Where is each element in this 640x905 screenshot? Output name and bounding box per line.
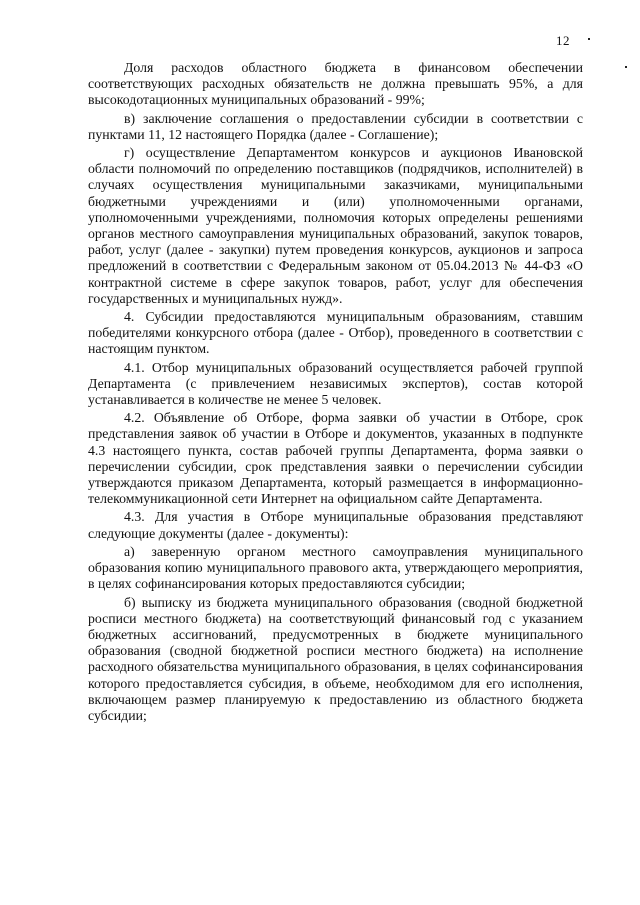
page-number: 12 [556,33,570,48]
paragraph: Доля расходов областного бюджета в финансовом обеспечении соответствующих расходных обязательств не должна превышать 95%, а для высокодотационных муниципальных образований - 99%; [88,60,583,108]
paragraph: 4.3. Для участия в Отборе муниципальные образования представляют следующие документы (далее - документы): [88,509,583,541]
paragraph: в) заключение соглашения о предоставлении субсидии в соответствии с пунктами 11, 12 настоящего Порядка (далее - Соглашение); [88,110,583,142]
paragraph: 4. Субсидии предоставляются муниципальным образованиям, ставшим победителями конкурсного отбора (далее - Отбор), проведенного в соответствии с настоящим пунктом. [88,309,583,357]
paragraph: б) выписку из бюджета муниципального образования (сводной бюджетной росписи местного бюджета) на соответствующий финансовый год с указанием бюджетных ассигнований, предусмотренных в бюджете муниципального образования (сводной бюджетной росписи местного бюджета) на исполнение расходного обязательства муниципального образования, в целях софинансирования которого предоставляется субсидия, в объеме, необходимом для его исполнения, включающем размер планируемую к предоставлению из областного бюджета субсидии; [88,594,583,723]
scan-mark [588,38,590,40]
paragraph: 4.2. Объявление об Отборе, форма заявки об участии в Отборе, срок представления заявок об участии в Отборе и документов, указанных в подпункте 4.3 настоящего пункта, состав рабочей группы Департамента, форма заявки о перечислении субсидии, срок представления заявки о перечислении субсидии утверждаются приказом Департамента, который размещается в информационно-телекоммуникационной сети Интернет на официальном сайте Департамента. [88,410,583,507]
paragraph: 4.1. Отбор муниципальных образований осуществляется рабочей группой Департамента (с привлечением независимых экспертов), состав которой устанавливается в количестве не менее 5 человек. [88,359,583,408]
paragraph: а) заверенную органом местного самоуправления муниципального образования копию муниципального правового акта, утверждающего мероприятия, в целях софинансирования которых предоставляются субсидии; [88,543,583,592]
scan-mark [625,66,627,68]
paragraph: г) осуществление Департаментом конкурсов и аукционов Ивановской области полномочий по определению поставщиков (подрядчиков, исполнителей) в случаях осуществления муниципальными заказчиками, муниципальными бюджетными учреждениями и (или) уполномоченными органами, уполномоченными учреждениями, полномочия которых определены решениями органов местного самоуправления муниципальных образований, закупок товаров, работ, услуг (далее - закупки) путем проведения конкурсов, аукционов и запроса предложений в соответствии с Федеральным законом от 05.04.2013 № 44-ФЗ «О контрактной системе в сфере закупок товаров, работ, услуг для обеспечения государственных и муниципальных нужд». [88,145,583,306]
document-body [88,60,583,726]
